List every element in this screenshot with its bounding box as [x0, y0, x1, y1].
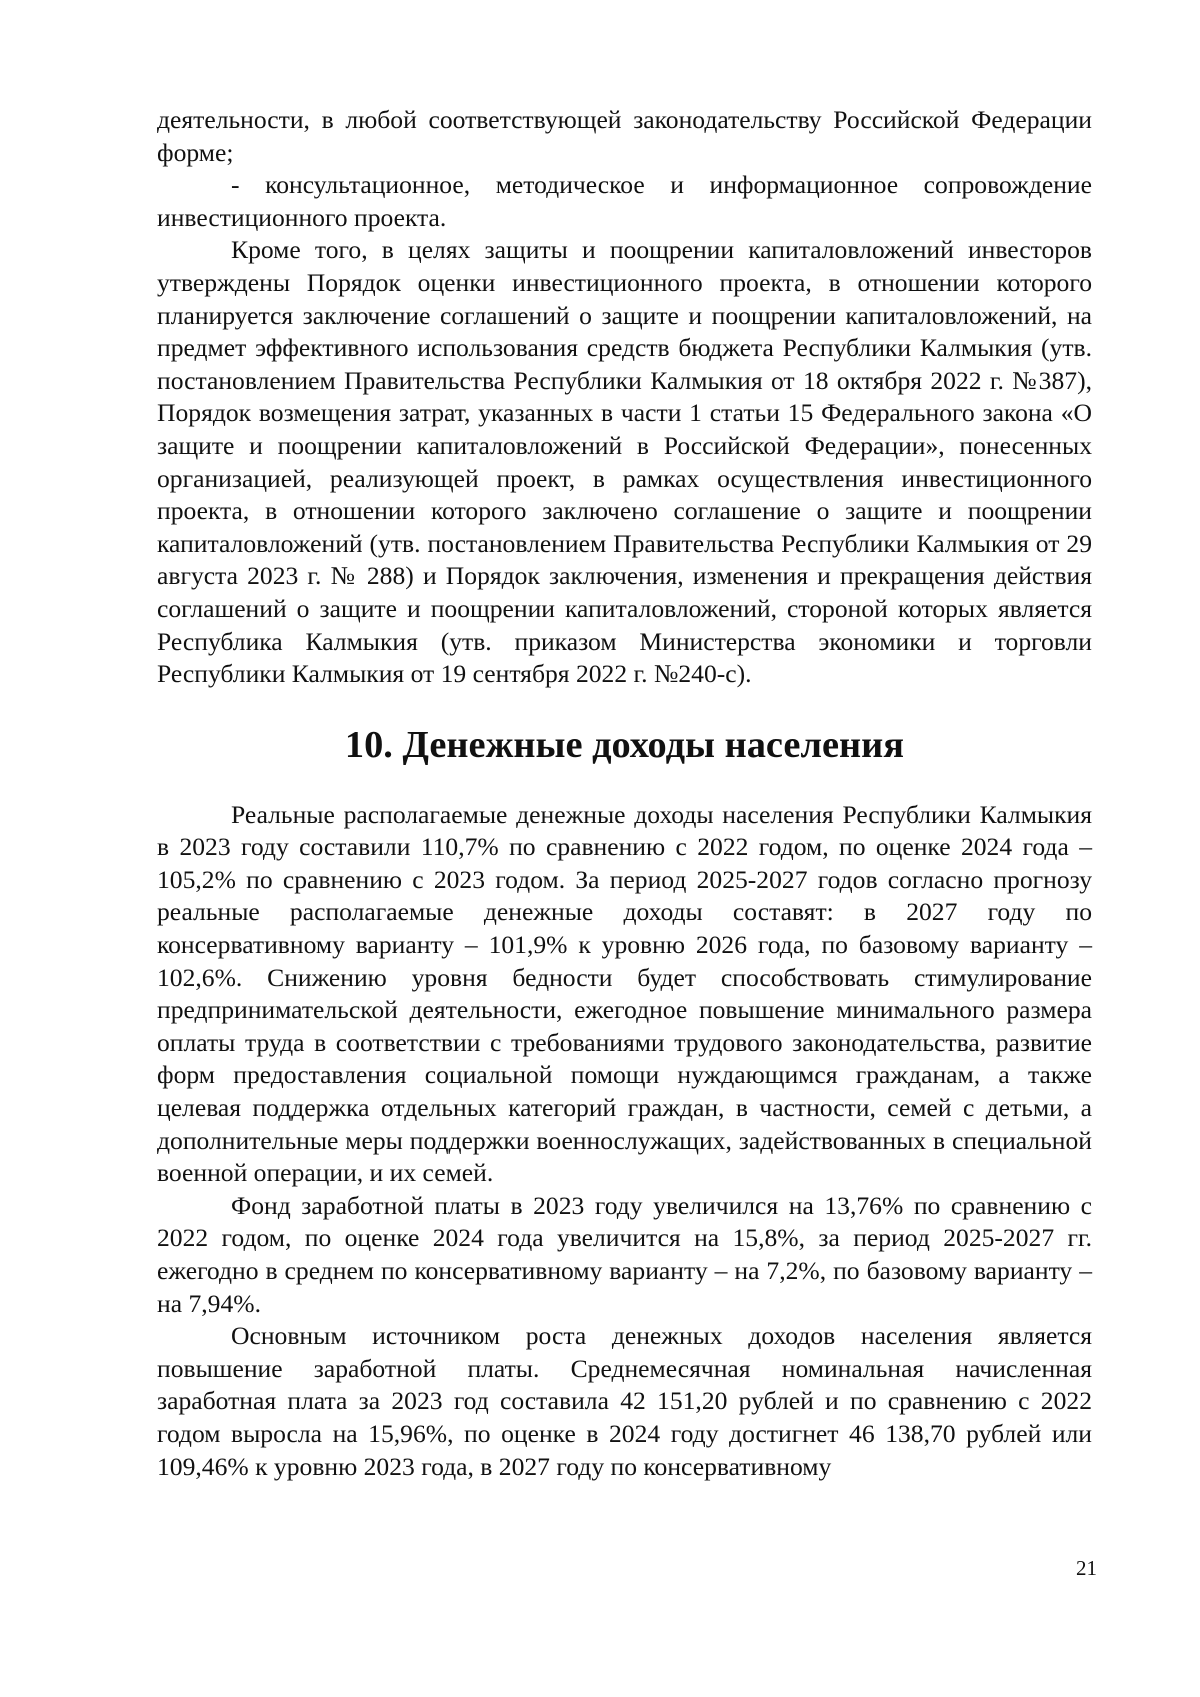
paragraph-real-income: Реальные располагаемые денежные доходы населения Республики Калмыкия в 2023 году составили 110,7% по сравнению с 2022 годом, по оценке 2024 года – 105,2% по сравнению с 2023 годом. За период 2025-2027 годов согласно прогнозу реальные располагаемые денежные доходы составят: в 2027 году по консервативному варианту – 101,9% к уровню 2026 года, по базовому варианту – 102,6%. Снижению уровня бедности будет способствовать стимулирование предпринимательской деятельности, ежегодное повышение минимального размера оплаты труда в соответствии с требованиями трудового законодательства, развитие форм предоставления социальной помощи нуждающимся гражданам, а также целевая поддержка отдельных категорий граждан, в частности, семей с детьми, а дополнительные меры поддержки военнослужащих, задействованных в специальной военной операции, и их семей.: [157, 799, 1092, 1188]
paragraph-list-item: - консультационное, методическое и информационное сопровождение инвестиционного проекта.: [157, 170, 1092, 232]
paragraph-investment-procedures: Кроме того, в целях защиты и поощрении капиталовложений инвесторов утверждены Порядок оценки инвестиционного проекта, в отношении которого планируется заключение соглашений о защите и поощрении капиталовложений, на предмет эффективного использования средств бюджета Республики Калмыкия (утв. постановлением Правительства Республики Калмыкия от 18 октября 2022 г. №387), Порядок возмещения затрат, указанных в части 1 статьи 15 Федерального закона «О защите и поощрении капиталовложений в Российской Федерации», понесенных организацией, реализующей проект, в рамках осуществления инвестиционного проекта, в отношении которого заключено соглашение о защите и поощрении капиталовложений (утв. постановлением Правительства Республики Калмыкия от 29 августа 2023 г. № 288) и Порядок заключения, изменения и прекращения действия соглашений о защите и поощрении капиталовложений, стороной которых является Республика Калмыкия (утв. приказом Министерства экономики и торговли Республики Калмыкия от 19 сентября 2022 г. №240-с).: [157, 235, 1092, 689]
document-page: [157, 104, 1092, 1483]
paragraph-continuation: деятельности, в любой соответствующей законодательству Российской Федерации форме;: [157, 105, 1092, 167]
paragraph-wage-fund: Фонд заработной платы в 2023 году увеличился на 13,76% по сравнению с 2022 годом, по оценке 2024 года увеличится на 15,8%, за период 2025-2027 гг. ежегодно в среднем по консервативному варианту – на 7,2%, по базовому варианту – на 7,94%.: [157, 1190, 1092, 1318]
paragraph-average-wage: Основным источником роста денежных доходов населения является повышение заработной платы. Среднемесячная номинальная начисленная заработная плата за 2023 год составила 42 151,20 рублей и по сравнению с 2022 годом выросла на 15,96%, по оценке в 2024 году достигнет 46 138,70 рублей или 109,46% к уровню 2023 года, в 2027 году по консервативному: [157, 1321, 1092, 1481]
page-number: 21: [1076, 1556, 1097, 1580]
section-heading: 10. Денежные доходы населения: [344, 723, 905, 766]
